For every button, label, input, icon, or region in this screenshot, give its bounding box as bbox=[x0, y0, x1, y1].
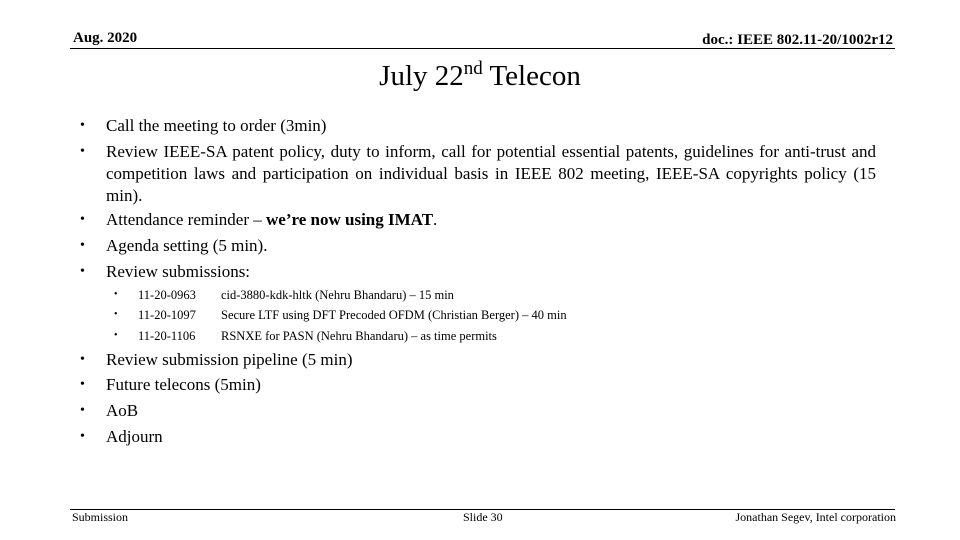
submission-description: Secure LTF using DFT Precoded OFDM (Christian Berger) – 40 min bbox=[221, 308, 567, 322]
bullet-icon: • bbox=[80, 377, 85, 392]
bullet-icon: • bbox=[80, 212, 85, 227]
agenda-item-text: Adjourn bbox=[106, 427, 163, 446]
bullet-icon: • bbox=[80, 144, 85, 159]
title-superscript: nd bbox=[463, 58, 483, 79]
agenda-item-text: Review IEEE-SA patent policy, duty to inform, call for potential essential patents, guidelines for anti-trust and competition laws and participation on individual basis in IEEE 802 meeting, IEEE-SA copyrights policy (15 min). bbox=[106, 142, 876, 205]
agenda-item bbox=[80, 374, 876, 396]
header-date: Aug. 2020 bbox=[73, 30, 138, 46]
agenda-item-text bbox=[106, 209, 876, 231]
slide-title bbox=[0, 58, 960, 93]
attendance-suffix: . bbox=[433, 210, 438, 229]
bullet-icon: • bbox=[114, 309, 118, 320]
header-doc-id: doc.: IEEE 802.11-20/1002r12 bbox=[702, 32, 893, 48]
agenda-item bbox=[80, 115, 876, 137]
submission-description: RSNXE for PASN (Nehru Bhandaru) – as time permits bbox=[221, 329, 497, 343]
agenda-item bbox=[80, 400, 876, 422]
footer-slide-number: Slide 30 bbox=[463, 510, 503, 524]
agenda-item bbox=[80, 349, 876, 371]
submission-number: 11-20-1106 bbox=[138, 329, 196, 343]
agenda-item bbox=[80, 141, 876, 207]
bullet-icon: • bbox=[80, 264, 85, 279]
bullet-icon: • bbox=[80, 429, 85, 444]
agenda-item-text: Future telecons (5min) bbox=[106, 375, 261, 394]
agenda-item bbox=[80, 209, 876, 231]
title-rest: Telecon bbox=[482, 60, 581, 92]
agenda-item-text: AoB bbox=[106, 401, 139, 420]
submission-number: 11-20-1097 bbox=[138, 308, 196, 322]
bullet-icon: • bbox=[80, 238, 85, 253]
agenda-item-text: Review submission pipeline (5 min) bbox=[106, 350, 353, 369]
agenda-item bbox=[80, 261, 876, 283]
agenda-item bbox=[80, 235, 876, 257]
bullet-icon: • bbox=[114, 330, 118, 341]
header-divider bbox=[70, 48, 895, 49]
agenda-item bbox=[80, 426, 876, 448]
footer-author: Jonathan Segev, Intel corporation bbox=[735, 510, 896, 524]
attendance-prefix: Attendance reminder – bbox=[106, 210, 267, 229]
submission-number: 11-20-0963 bbox=[138, 288, 196, 302]
footer-submission: Submission bbox=[72, 510, 129, 524]
submission-description: cid-3880-kdk-hltk (Nehru Bhandaru) – 15 min bbox=[221, 288, 454, 302]
bullet-icon: • bbox=[80, 118, 85, 133]
agenda-item-text: Call the meeting to order (3min) bbox=[106, 116, 327, 135]
bullet-icon: • bbox=[80, 352, 85, 367]
agenda-item-text: Review submissions: bbox=[106, 262, 251, 281]
agenda-item-text: Agenda setting (5 min). bbox=[106, 236, 268, 255]
bullet-icon: • bbox=[114, 289, 118, 300]
title-main: July 22 bbox=[379, 60, 464, 92]
bullet-icon: • bbox=[80, 403, 85, 418]
attendance-emphasis: we’re now using IMAT bbox=[266, 210, 434, 229]
